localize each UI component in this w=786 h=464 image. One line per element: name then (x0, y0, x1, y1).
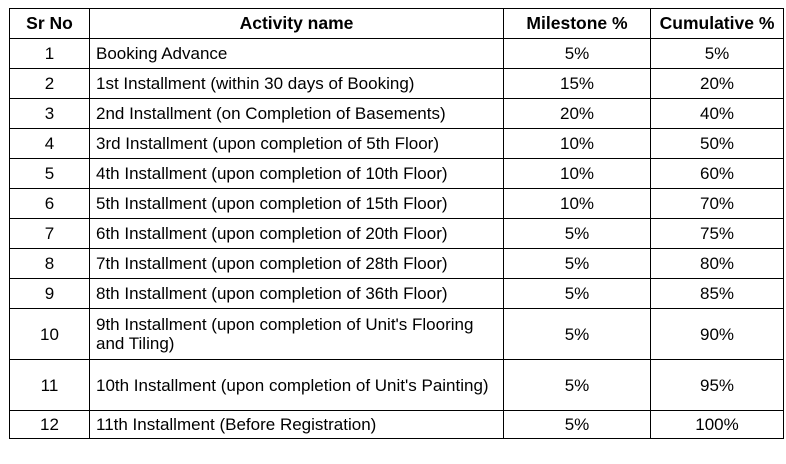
table-row (10, 39, 784, 69)
cell-milestone-percent: 15% (504, 69, 651, 99)
cell-milestone-percent: 5% (504, 39, 651, 69)
cell-activity-name: 4th Installment (upon completion of 10th Floor) (90, 159, 504, 189)
cell-cumulative-percent: 85% (651, 279, 784, 309)
table-row (10, 189, 784, 219)
cell-cumulative-percent: 75% (651, 219, 784, 249)
cell-milestone-percent: 20% (504, 99, 651, 129)
table-row (10, 249, 784, 279)
header-cumulative-percent: Cumulative % (651, 9, 784, 39)
cell-sr-no: 7 (10, 219, 90, 249)
header-milestone-percent: Milestone % (504, 9, 651, 39)
cell-sr-no: 1 (10, 39, 90, 69)
cell-sr-no: 9 (10, 279, 90, 309)
payment-schedule-table (9, 8, 784, 439)
cell-activity-name: 9th Installment (upon completion of Unit's Flooring and Tiling) (90, 309, 504, 360)
cell-cumulative-percent: 70% (651, 189, 784, 219)
cell-activity-name: Booking Advance (90, 39, 504, 69)
cell-sr-no: 5 (10, 159, 90, 189)
table-row (10, 279, 784, 309)
table-row (10, 99, 784, 129)
cell-activity-name: 1st Installment (within 30 days of Booking) (90, 69, 504, 99)
cell-cumulative-percent: 100% (651, 411, 784, 439)
cell-sr-no: 4 (10, 129, 90, 159)
cell-milestone-percent: 10% (504, 159, 651, 189)
cell-activity-name: 8th Installment (upon completion of 36th Floor) (90, 279, 504, 309)
cell-milestone-percent: 5% (504, 411, 651, 439)
cell-milestone-percent: 5% (504, 219, 651, 249)
cell-milestone-percent: 5% (504, 279, 651, 309)
cell-cumulative-percent: 40% (651, 99, 784, 129)
table-row (10, 411, 784, 439)
cell-sr-no: 8 (10, 249, 90, 279)
cell-milestone-percent: 5% (504, 360, 651, 411)
cell-sr-no: 11 (10, 360, 90, 411)
cell-activity-name: 3rd Installment (upon completion of 5th Floor) (90, 129, 504, 159)
cell-activity-name: 10th Installment (upon completion of Unit's Painting) (90, 360, 504, 411)
table-row (10, 159, 784, 189)
cell-milestone-percent: 5% (504, 309, 651, 360)
header-sr-no: Sr No (10, 9, 90, 39)
cell-activity-name: 11th Installment (Before Registration) (90, 411, 504, 439)
cell-cumulative-percent: 60% (651, 159, 784, 189)
cell-activity-name: 5th Installment (upon completion of 15th Floor) (90, 189, 504, 219)
table-row (10, 69, 784, 99)
cell-cumulative-percent: 90% (651, 309, 784, 360)
table-row (10, 219, 784, 249)
cell-sr-no: 3 (10, 99, 90, 129)
cell-sr-no: 12 (10, 411, 90, 439)
cell-sr-no: 6 (10, 189, 90, 219)
header-row (10, 9, 784, 39)
cell-cumulative-percent: 5% (651, 39, 784, 69)
cell-milestone-percent: 10% (504, 189, 651, 219)
header-activity-name: Activity name (90, 9, 504, 39)
cell-sr-no: 2 (10, 69, 90, 99)
cell-activity-name: 2nd Installment (on Completion of Basements) (90, 99, 504, 129)
cell-sr-no: 10 (10, 309, 90, 360)
cell-cumulative-percent: 95% (651, 360, 784, 411)
cell-cumulative-percent: 20% (651, 69, 784, 99)
table-body (10, 39, 784, 439)
cell-activity-name: 7th Installment (upon completion of 28th Floor) (90, 249, 504, 279)
table-row (10, 129, 784, 159)
cell-activity-name: 6th Installment (upon completion of 20th Floor) (90, 219, 504, 249)
cell-cumulative-percent: 80% (651, 249, 784, 279)
cell-milestone-percent: 5% (504, 249, 651, 279)
cell-cumulative-percent: 50% (651, 129, 784, 159)
table-header (10, 9, 784, 39)
cell-milestone-percent: 10% (504, 129, 651, 159)
table-row (10, 309, 784, 360)
table-row (10, 360, 784, 411)
